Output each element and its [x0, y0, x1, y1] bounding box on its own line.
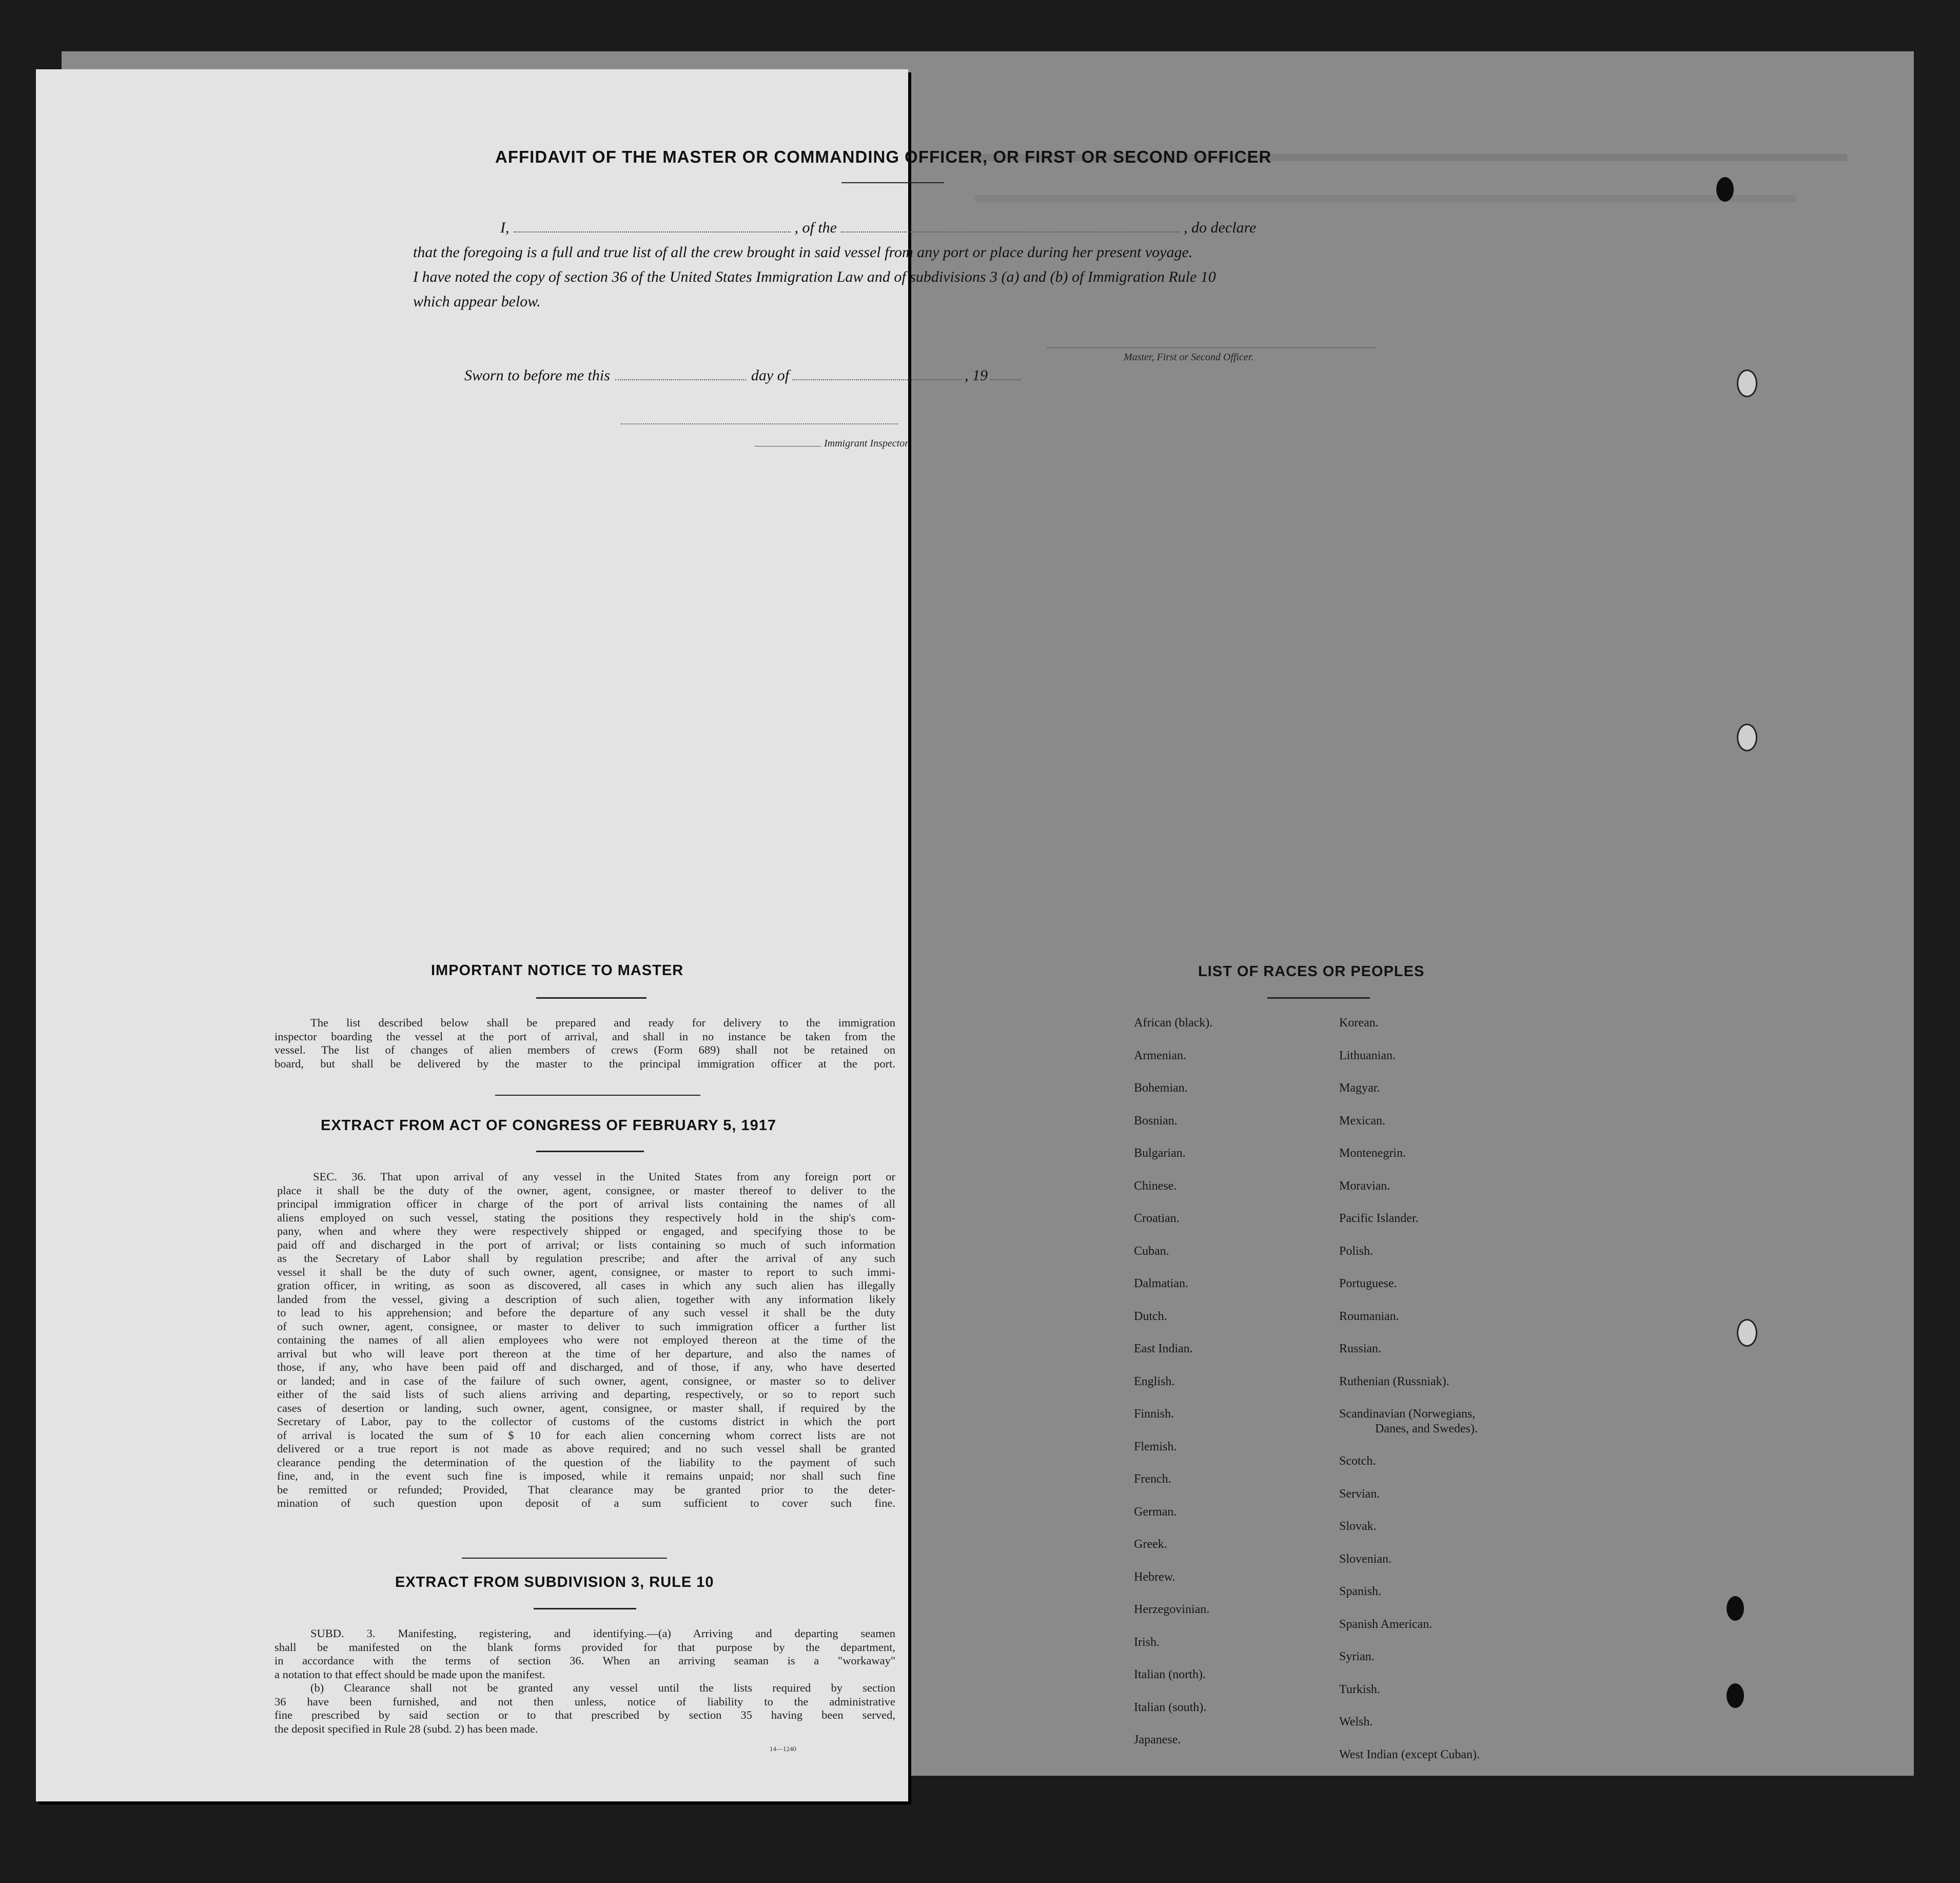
divider [1267, 997, 1370, 999]
vessel-blank [841, 231, 1180, 232]
sworn-day-blank [615, 379, 746, 380]
paragraph-line: pany, when and where they were respectively shipped or engaged, and specifying those to be [277, 1225, 895, 1237]
notice-line: inspector boarding the vessel at the port of arrival, and shall in no instance be taken from the [275, 1030, 895, 1043]
paragraph-line: either of the said lists of such aliens arriving and departing, respectively, or so to report such [277, 1388, 895, 1401]
sworn-year-blank [990, 379, 1021, 380]
underlying-page-ghost-text [975, 195, 1796, 202]
race-entry: Lithuanian. [1339, 1049, 1396, 1062]
paragraph-line: arrival but who will leave port thereon at the time of her departure, and also the names of [277, 1347, 895, 1360]
sworn-day-of: day of [751, 367, 790, 384]
race-entry: Danes, and Swedes). [1375, 1422, 1478, 1435]
affidavit-body [413, 216, 1412, 314]
paragraph-line: (b) Clearance shall not be granted any vessel until the lists required by section [310, 1681, 895, 1694]
paragraph-line: delivered or a true report is not made as above required; and no such vessel shall be granted [277, 1442, 895, 1455]
race-entry: Korean. [1339, 1016, 1379, 1030]
affidavit-line-2: that the foregoing is a full and true list of all the crew brought in said vessel from any port or place during her present voyage. [413, 244, 1193, 261]
race-entry: Irish. [1134, 1635, 1160, 1649]
paragraph-line: a notation to that effect should be made upon the manifest. [275, 1667, 545, 1681]
paragraph-line: be remitted or refunded; Provided, That clearance may be granted prior to the deter- [277, 1483, 895, 1496]
affidavit-title: AFFIDAVIT OF THE MASTER OR COMMANDING OFFICER, OR FIRST OR SECOND OFFICER [495, 147, 1272, 166]
paragraph-line: vessel it shall be the duty of such owner, agent, consignee, or master to report to such immi- [277, 1265, 895, 1278]
paragraph-line: of arrival is located the sum of $ 10 for each alien concerning whom correct lists are not [277, 1428, 895, 1442]
paragraph-line: aliens employed on such vessel, stating the positions they respectively hold in the ship's com- [277, 1211, 895, 1224]
inspector-caption-text: Immigrant Inspector. [824, 438, 910, 449]
race-entry: Flemish. [1134, 1440, 1177, 1453]
race-entry: Pacific Islander. [1339, 1212, 1419, 1225]
race-entry: Magyar. [1339, 1081, 1380, 1095]
affidavit-of-the: , of the [794, 219, 837, 236]
paragraph-line: or landed; and in case of the failure of such owner, agent, consignee, or master so to deliver [277, 1374, 895, 1387]
race-entry: West Indian (except Cuban). [1339, 1748, 1480, 1761]
race-entry: German. [1134, 1505, 1177, 1519]
paragraph-line: fine prescribed by said section or to that prescribed by section 35 having been served, [275, 1709, 895, 1721]
sworn-prefix: Sworn to before me this [464, 367, 610, 384]
race-entry: Bulgarian. [1134, 1147, 1186, 1160]
race-entry: Bosnian. [1134, 1114, 1178, 1128]
race-entry: Scandinavian (Norwegians, [1339, 1407, 1476, 1421]
race-entry: Portuguese. [1339, 1277, 1397, 1290]
paragraph-line: Secretary of Labor, pay to the collector of customs of the customs district in which the port [277, 1415, 895, 1428]
paragraph-line: to lead to his apprehension; and before the departure of any such vessel it shall be the duty [277, 1306, 895, 1319]
notice-line: The list described below shall be prepared and ready for delivery to the immigration [310, 1016, 895, 1029]
paragraph-line: containing the names of all alien employees who were not employed thereon at the time of the [277, 1333, 895, 1346]
affidavit-declare: , do declare [1184, 219, 1257, 236]
signature-line [1047, 347, 1375, 348]
inspector-signature-line [621, 423, 898, 424]
race-entry: Dutch. [1134, 1309, 1167, 1323]
paragraph-line: paid off and discharged in the port of arrival; or lists containing so much of such information [277, 1238, 895, 1251]
race-entry: Greek. [1134, 1538, 1167, 1551]
name-blank [514, 231, 791, 232]
race-entry: Italian (south). [1134, 1700, 1207, 1714]
paragraph-line: place it shall be the duty of the owner, agent, consignee, or master thereof to deliver to the [277, 1183, 895, 1197]
form-page [36, 69, 1480, 1801]
race-entry: Finnish. [1134, 1407, 1174, 1421]
race-entry: Syrian. [1339, 1650, 1375, 1663]
divider [495, 1095, 700, 1096]
punch-hole [1716, 177, 1734, 202]
paragraph-line: 36 have been furnished, and not then unless, notice of liability to the administrative [275, 1695, 895, 1708]
race-entry: Turkish. [1339, 1682, 1380, 1696]
race-entry: Roumanian. [1339, 1309, 1399, 1323]
signature-caption: Master, First or Second Officer. [1124, 352, 1254, 363]
affidavit-line-4: which appear below. [413, 293, 541, 310]
punch-hole [1737, 724, 1757, 751]
race-entry: Servian. [1339, 1487, 1380, 1501]
race-entry: Herzegovinian. [1134, 1603, 1210, 1616]
race-entry: Armenian. [1134, 1049, 1186, 1062]
divider [462, 1558, 667, 1559]
divider [536, 1151, 644, 1152]
race-entry: Japanese. [1134, 1733, 1181, 1746]
race-entry: Slovenian. [1339, 1552, 1391, 1566]
race-entry: Bohemian. [1134, 1081, 1188, 1095]
race-entry: Welsh. [1339, 1715, 1373, 1729]
affidavit-line-3: I have noted the copy of section 36 of the United States Immigration Law and of subdivisions 3 (a) and (b) of Immigration Rule 10 [413, 268, 1216, 285]
sworn-line [464, 367, 1021, 384]
race-entry: Montenegrin. [1339, 1147, 1406, 1160]
paragraph-line: principal immigration officer in charge of the port of arrival lists containing the names of all [277, 1197, 895, 1210]
race-entry: Scotch. [1339, 1454, 1376, 1468]
paragraph-line: gration officer, in writing, as soon as discovered, all cases in which any such alien has illegally [277, 1279, 895, 1292]
sworn-year: , 19 [965, 367, 988, 384]
sworn-month-blank [792, 379, 962, 380]
races-title: LIST OF RACES OR PEOPLES [1198, 963, 1425, 980]
punch-hole [1727, 1596, 1744, 1621]
paragraph-line: cases of desertion or landing, such owner, agent, consignee, or master shall, if required by the [277, 1401, 895, 1414]
notice-line: board, but shall be delivered by the master to the principal immigration officer at the port. [275, 1057, 895, 1070]
paragraph-line: fine, and, in the event such fine is imposed, while it remains unpaid; nor shall such fine [277, 1469, 895, 1482]
race-entry: Hebrew. [1134, 1570, 1175, 1584]
punch-hole [1737, 1319, 1757, 1347]
race-entry: Moravian. [1339, 1179, 1390, 1193]
race-entry: Croatian. [1134, 1212, 1180, 1225]
paragraph-line: SUBD. 3. Manifesting, registering, and identifying.—(a) Arriving and departing seamen [310, 1627, 895, 1640]
race-entry: Cuban. [1134, 1244, 1169, 1258]
race-entry: Polish. [1339, 1244, 1374, 1258]
race-entry: English. [1134, 1374, 1175, 1388]
paragraph-line: of such owner, agent, consignee, or master to deliver to such immigration officer a further list [277, 1319, 895, 1333]
race-entry: Spanish American. [1339, 1617, 1433, 1631]
inspector-caption [754, 438, 910, 450]
paragraph-line: mination of such question upon deposit of a sum sufficient to cover such fine. [277, 1497, 895, 1509]
punch-hole [1737, 370, 1757, 397]
race-entry: East Indian. [1134, 1342, 1193, 1355]
rule-extract-title: EXTRACT FROM SUBDIVISION 3, RULE 10 [395, 1574, 714, 1590]
divider [534, 1608, 636, 1609]
punch-hole [1727, 1683, 1744, 1708]
race-entry: Italian (north). [1134, 1668, 1206, 1681]
act-extract-title: EXTRACT FROM ACT OF CONGRESS OF FEBRUARY 5, 1917 [321, 1117, 777, 1134]
act-extract-text [277, 1170, 895, 1510]
paragraph-line: those, if any, who have been paid off and discharged, and of those, if any, who have deserted [277, 1361, 895, 1373]
race-entry: Dalmatian. [1134, 1277, 1188, 1290]
inspector-blank [754, 446, 821, 447]
paragraph-line: SEC. 36. That upon arrival of any vessel in the United States from any foreign port or [313, 1170, 895, 1183]
race-entry: Ruthenian (Russniak). [1339, 1374, 1449, 1388]
rule-extract-text [275, 1627, 895, 1736]
notice-title: IMPORTANT NOTICE TO MASTER [431, 962, 684, 979]
affidavit-line-1 [413, 216, 1412, 240]
affidavit-i: I, [500, 219, 509, 236]
divider [841, 182, 944, 183]
paragraph-line: clearance pending the determination of the question of the liability to the payment of such [277, 1455, 895, 1469]
form-number: 14—1240 [770, 1745, 796, 1753]
race-entry: Russian. [1339, 1342, 1382, 1355]
paragraph-line: as the Secretary of Labor shall by regulation prescribe; and after the arrival of any such [277, 1252, 895, 1265]
race-entry: African (black). [1134, 1016, 1213, 1030]
paragraph-line: shall be manifested on the blank forms provided for that purpose by the department, [275, 1640, 895, 1654]
race-entry: Mexican. [1339, 1114, 1385, 1128]
notice-text [275, 1016, 895, 1071]
paragraph-line: landed from the vessel, giving a description of such alien, together with any information likely [277, 1292, 895, 1306]
race-entry: Slovak. [1339, 1520, 1377, 1533]
race-entry: French. [1134, 1472, 1171, 1486]
divider [536, 997, 646, 999]
paragraph-line: in accordance with the terms of section 36. When an arriving seaman is a "workaway" [275, 1654, 895, 1667]
notice-line: vessel. The list of changes of alien members of crews (Form 689) shall not be retained on [275, 1043, 895, 1056]
paragraph-line: the deposit specified in Rule 28 (subd. 2) has been made. [275, 1722, 538, 1735]
race-entry: Chinese. [1134, 1179, 1177, 1193]
race-entry: Spanish. [1339, 1585, 1382, 1598]
